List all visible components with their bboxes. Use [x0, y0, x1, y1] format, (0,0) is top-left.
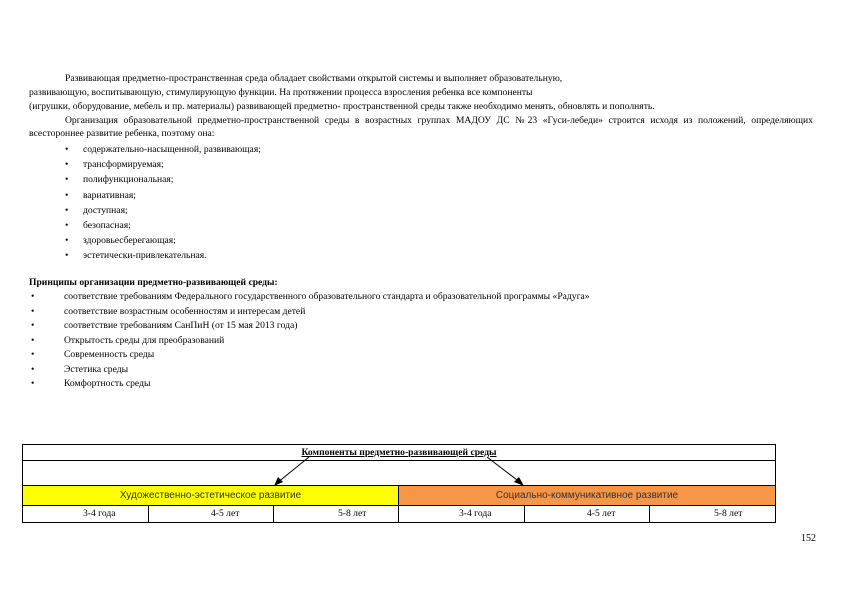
intro-line-1: Развивающая предметно-пространственная среда обладает свойствами открытой системы и выполняет образовательную,: [65, 73, 563, 84]
age-label: 4-5 лет: [211, 508, 240, 519]
age-label: 3-4 года: [83, 508, 116, 519]
list-bullet: •: [31, 320, 35, 331]
list-item: соответствие требованиям СанПиН (от 15 мая 2013 года): [64, 320, 298, 331]
age-label: 4-5 лет: [587, 508, 616, 519]
age-row: [22, 505, 776, 523]
list-item: Современность среды: [64, 349, 155, 360]
list-bullet: •: [31, 349, 35, 360]
page-number: 152: [801, 533, 816, 544]
list-item: соответствие возрастным особенностям и интересам детей: [64, 305, 306, 317]
age-cell: [650, 506, 775, 522]
age-cell: [149, 506, 274, 522]
age-label: 5-8 лет: [714, 508, 743, 519]
list-bullet: •: [65, 204, 69, 216]
list-bullet: •: [65, 189, 69, 201]
intro-line-3: (игрушки, оборудование, мебель и пр. материалы) развивающей предметно- пространственной среды также необходимо менять, обновлять и пополнять.: [29, 101, 655, 112]
art-aesthetic-label: Художественно-эстетическое развитие: [119, 490, 302, 501]
list-item: Эстетика среды: [64, 363, 129, 375]
list-item: соответствие требованиям Федерального государственного образовательного стандарта и образовательной программы «Радуга»: [64, 291, 590, 302]
list-item: Комфортность среды: [64, 378, 151, 389]
list-item: Открытость среды для преобразований: [64, 334, 225, 346]
list-item: вариативная;: [83, 189, 136, 201]
list-bullet: •: [31, 305, 35, 317]
list-item: доступная;: [83, 204, 128, 216]
list-bullet: •: [65, 144, 69, 155]
age-cell: [23, 506, 149, 522]
list-bullet: •: [65, 174, 69, 186]
organization-paragraph: Организация образовательной предметно-пространственной среды в возрастных группах МАДОУ ДС №23 «Гуси-лебеди» строится исходя из положений, определяющих всестороннее развитие ребенка, поэтому она:: [29, 115, 813, 139]
table-title: Компоненты предметно-развивающей среды: [301, 447, 497, 458]
list-bullet: •: [31, 363, 35, 375]
social-communicative-header: [398, 485, 776, 506]
social-communicative-label: Социально-коммуникативное развитие: [495, 490, 679, 501]
age-cell: [399, 506, 525, 522]
list-bullet: •: [65, 220, 69, 231]
principles-heading: Принципы организации предметно-развивающей среды:: [29, 277, 278, 288]
list-bullet: •: [65, 235, 69, 247]
list-bullet: •: [31, 291, 35, 302]
age-label: 5-8 лет: [338, 508, 367, 519]
right-arrow-line: [487, 457, 521, 483]
list-bullet: •: [65, 159, 69, 171]
list-item: безопасная;: [83, 220, 131, 231]
list-bullet: •: [31, 334, 35, 346]
list-item: полифункциональная;: [83, 174, 174, 186]
list-item: трансформируемая;: [83, 159, 164, 171]
art-aesthetic-header: [22, 485, 399, 506]
age-cell: [525, 506, 650, 522]
list-bullet: •: [65, 250, 69, 262]
age-cell: [274, 506, 399, 522]
left-arrow-line: [277, 457, 309, 483]
age-label: 3-4 года: [459, 508, 492, 519]
list-bullet: •: [31, 378, 35, 389]
list-item: эстетически-привлекательная.: [83, 250, 207, 262]
list-item: здоровьесберегающая;: [83, 235, 176, 247]
list-item: содержательно-насыщенной, развивающая;: [83, 144, 261, 155]
intro-line-2: развивающую, воспитывающую, стимулирующую функции. На протяжении процесса взросления ребенка все компоненты: [29, 87, 533, 98]
